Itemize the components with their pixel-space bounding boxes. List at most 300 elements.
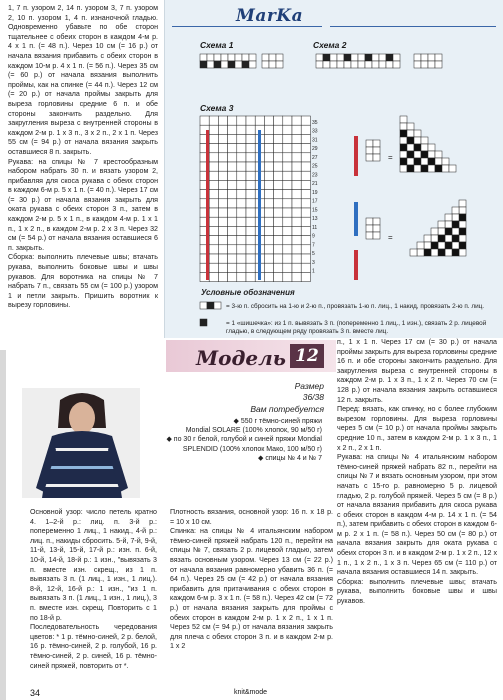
chart-cell <box>218 153 227 162</box>
chart-cell <box>274 116 283 125</box>
triangle-cell <box>407 137 414 144</box>
chart-cell <box>246 116 255 125</box>
chart-cell <box>200 116 209 125</box>
text-column-back <box>170 508 333 688</box>
triangle-cell <box>407 165 414 172</box>
triangle-cell <box>438 228 445 235</box>
chart-cell <box>393 54 400 61</box>
chart-cell <box>301 190 310 199</box>
chart-cell <box>218 144 227 153</box>
chart-cell <box>228 116 237 125</box>
chart-cell <box>228 272 237 281</box>
chart-cell <box>276 54 283 61</box>
chart-cell <box>301 162 310 171</box>
chart-cell <box>366 218 373 225</box>
row-number: 7 <box>312 242 315 249</box>
model-photo <box>22 388 140 498</box>
chart-cell <box>237 144 246 153</box>
chart-cell <box>373 154 380 161</box>
chart-cell <box>209 226 218 235</box>
chart-cell <box>262 54 269 61</box>
chart-cell <box>393 61 400 68</box>
schema-3-row-numbers <box>312 120 318 275</box>
chart-cell <box>209 199 218 208</box>
chart-cell <box>246 263 255 272</box>
chart-cell <box>283 208 292 217</box>
chart-cell <box>246 134 255 143</box>
legend-item-cross: = 3-ю п. сбросить на 1-ю и 2-ю п., провязать 1-ю п. лиц., 1 накид, провязать 2-ю п. лиц. <box>226 303 485 310</box>
chart-cell <box>365 61 372 68</box>
chart-cell <box>228 134 237 143</box>
material-needles: ◆ спицы № 4 и № 7 <box>257 454 322 462</box>
triangle-cell <box>414 151 421 158</box>
paragraph-back: Спинка: на спицы № 4 итальянским набором тёмно-синей пряжей набрать 120 п., перейти на спицы № 7, связать 2 р. лицевой гладью, затем вязать основным узором. Через 13 см (= 22 р.) от начала вязания равномерно убавить 36 п. (= 64 п.). Через 25 см (= 42 р.) от начала вязания прибавить для притачивания с обеих сторон в каждом 6-м р. 3 х 1 п. (= 58 п.). Через 42 см (= 72 р.) от начала вязания закрыть для проймы с обеих сторон в каждом 2-м р. 1 х 2 п., 1 х 1 п. Через 52 см (= 94 р.) от начала вязания закрыть для плеча с обеих сторон 3 п. и в каждом 2-м р. 1 х 2 <box>170 527 333 651</box>
legend-item-bobble: = 1 «шишечка»: из 1 п. вывязать 3 п. (попеременно 1 лиц., 1 изн.), связать 2 р. лицевой гладью, в следующем ряду провязать 3 п. вместе лиц. <box>226 320 487 335</box>
schema-1-grid <box>200 54 283 68</box>
triangle-cell <box>410 249 417 256</box>
chart-cell <box>373 140 380 147</box>
chart-cell <box>237 153 246 162</box>
chart-cell <box>358 61 365 68</box>
chart-cell <box>301 245 310 254</box>
chart-cell <box>283 116 292 125</box>
chart-cell <box>246 144 255 153</box>
chart-cell <box>209 263 218 272</box>
chart-cell <box>237 190 246 199</box>
chart-cell <box>237 134 246 143</box>
chart-cell <box>235 61 242 68</box>
materials-list <box>150 417 322 463</box>
red-color-bar <box>354 136 358 176</box>
triangle-cell <box>424 242 431 249</box>
chart-cell <box>207 54 214 61</box>
chart-cell <box>292 236 301 245</box>
triangle-cell <box>431 242 438 249</box>
brand-logo: MarKa <box>236 6 304 26</box>
triangle-cell <box>414 137 421 144</box>
chart-cell <box>264 217 273 226</box>
triangle-cell <box>400 116 407 123</box>
chart-cell <box>228 54 235 61</box>
chart-cell <box>218 208 227 217</box>
schema-3-title: Схема 3 <box>200 103 234 113</box>
triangle-cell <box>417 242 424 249</box>
material-yarn-main: ◆ 550 г тёмно-синей пряжи <box>233 418 322 425</box>
left-blue-bar <box>258 130 261 280</box>
chart-cell <box>283 180 292 189</box>
chart-cell <box>292 162 301 171</box>
triangle-cell <box>445 214 452 221</box>
chart-cell <box>366 140 373 147</box>
chart-cell <box>214 61 221 68</box>
chart-cell <box>246 180 255 189</box>
chart-cell <box>218 125 227 134</box>
chart-cell <box>264 226 273 235</box>
chart-cell <box>283 272 292 281</box>
chart-cell <box>274 153 283 162</box>
triangle-cell <box>445 235 452 242</box>
triangle-cell <box>452 207 459 214</box>
triangle-cell <box>445 242 452 249</box>
chart-cell <box>264 171 273 180</box>
triangle-cell <box>428 144 435 151</box>
schema-2-title: Схема 2 <box>313 40 347 50</box>
chart-cell <box>246 190 255 199</box>
triangle-cell <box>431 249 438 256</box>
triangle-cell <box>459 249 466 256</box>
chart-cell <box>283 125 292 134</box>
chart-cell <box>242 61 249 68</box>
chart-cell <box>274 199 283 208</box>
triangle-cell <box>407 158 414 165</box>
chart-cell <box>214 302 221 309</box>
page-spine <box>0 350 6 700</box>
chart-cell <box>276 61 283 68</box>
legend-title: Условные обозначения <box>201 288 295 297</box>
chart-cell <box>209 236 218 245</box>
chart-cell <box>246 162 255 171</box>
chart-cell <box>246 236 255 245</box>
chart-cell <box>283 245 292 254</box>
chart-cell <box>209 217 218 226</box>
chart-cell <box>301 254 310 263</box>
chart-cell <box>228 236 237 245</box>
chart-cell <box>301 226 310 235</box>
chart-cell <box>301 272 310 281</box>
chart-cell <box>292 263 301 272</box>
chart-cell <box>330 61 337 68</box>
row-number: 19 <box>312 189 318 196</box>
chart-cell <box>274 180 283 189</box>
chart-cell <box>207 61 214 68</box>
chart-cell <box>366 147 373 154</box>
model-number-badge: 12 <box>290 344 324 368</box>
chart-cell <box>301 144 310 153</box>
row-number: 13 <box>312 216 318 223</box>
chart-cell <box>301 199 310 208</box>
chart-cell <box>421 54 428 61</box>
chart-cell <box>283 134 292 143</box>
triangle-cell <box>414 130 421 137</box>
chart-cell <box>228 226 237 235</box>
row-number: 23 <box>312 172 318 179</box>
chart-cell <box>274 254 283 263</box>
chart-cell <box>228 263 237 272</box>
chart-cell <box>283 162 292 171</box>
triangle-cell <box>452 249 459 256</box>
chart-cell <box>292 199 301 208</box>
chart-cell <box>264 263 273 272</box>
chart-cell <box>264 208 273 217</box>
triangle-cell <box>445 249 452 256</box>
row-number: 5 <box>312 251 315 258</box>
chart-cell <box>255 116 264 125</box>
chart-cell <box>209 144 218 153</box>
size-value: 36/38 <box>302 392 324 402</box>
chart-cell <box>283 217 292 226</box>
chart-cell <box>209 190 218 199</box>
footer-brand: knit&mode <box>234 689 268 696</box>
chart-cell <box>246 208 255 217</box>
chart-cell <box>330 54 337 61</box>
chart-cell <box>237 217 246 226</box>
chart-cell <box>237 272 246 281</box>
triangle-cell <box>438 235 445 242</box>
chart-cell <box>344 54 351 61</box>
triangle-cell <box>431 235 438 242</box>
chart-cell <box>292 217 301 226</box>
triangle-cell <box>417 249 424 256</box>
chart-cell <box>366 232 373 239</box>
triangle-cell <box>459 207 466 214</box>
chart-cell <box>237 180 246 189</box>
chart-cell <box>301 263 310 272</box>
chart-cell <box>228 171 237 180</box>
sleeve-triangle-charts <box>388 116 466 256</box>
chart-cell <box>269 54 276 61</box>
chart-cell <box>228 208 237 217</box>
chart-cell <box>428 54 435 61</box>
chart-cell <box>301 153 310 162</box>
paragraph-sleeves-2: Рукава: на спицы № 4 итальянским набором тёмно-синей пряжей набрать 82 п., перейти на спицы № 7 и вязать основным узором, при этом начать с 15-го р. равномерно 5 р. лицевой гладью, 2 р. голубой пряжей. Через 5 см (= 8 р.) от начала вязания прибавить для скоса рукава с обеих сторон в каждом 4-м р. 14 х 1 п. (= 54 п.), затем прибавить с обеих сторон в каждом 6-м р. 2 х 1 п. (= 58 п.). Через 50 см (= 80 р.) от начала вязания закрыть для оката рукава с обеих сторон 3 п. и в каждом 2-м р. 1 х 2 п., 12 х 1 п., 1 х 2 п., 1 х 3 п. Через 65 см (= 110 р.) от начала вязания оставшиеся 14 п. закрыть. <box>337 453 497 577</box>
chart-cell <box>246 245 255 254</box>
chart-cell <box>292 190 301 199</box>
chart-cell <box>246 199 255 208</box>
triangle-cell <box>421 144 428 151</box>
chart-cell <box>301 116 310 125</box>
chart-cell <box>200 319 207 326</box>
equals-sign: = <box>388 233 393 242</box>
chart-cell <box>274 236 283 245</box>
chart-cell <box>249 54 256 61</box>
chart-cell <box>218 217 227 226</box>
chart-cell <box>283 190 292 199</box>
chart-cell <box>209 180 218 189</box>
chart-cell <box>274 245 283 254</box>
diamond-bullet-icon: ◆ <box>233 418 241 425</box>
triangle-cell <box>407 130 414 137</box>
chart-cell <box>209 208 218 217</box>
triangle-cell <box>435 165 442 172</box>
chart-cell <box>435 54 442 61</box>
chart-cell <box>237 254 246 263</box>
row-number: 1 <box>312 268 315 275</box>
triangle-cell <box>421 151 428 158</box>
triangle-cell <box>407 123 414 130</box>
chart-cell <box>228 217 237 226</box>
chart-cell <box>237 263 246 272</box>
chart-cell <box>301 180 310 189</box>
chart-cell <box>200 61 207 68</box>
row-number: 25 <box>312 163 318 170</box>
triangle-cell <box>400 123 407 130</box>
chart-cell <box>246 217 255 226</box>
row-number: 9 <box>312 233 315 240</box>
schema-1-title: Схема 1 <box>200 40 234 50</box>
equals-sign: = <box>388 153 393 162</box>
paragraph-assembly: Сборка: выполнить плечевые швы; втачать рукава, выполнить боковые швы и швы рукавов. Для воротника на спицы № 7 набрать 7 п., связать 55 см (= 100 р.) узором 1 и петли закрыть. Пришить воротник к вырезу горловины. <box>8 253 158 310</box>
chart-cell <box>283 199 292 208</box>
chart-cell <box>269 61 276 68</box>
chart-cell <box>246 226 255 235</box>
row-number: 27 <box>312 154 318 161</box>
page-number: 34 <box>30 688 41 698</box>
chart-cell <box>218 226 227 235</box>
chart-cell <box>316 54 323 61</box>
chart-cell <box>292 226 301 235</box>
chart-cell <box>242 54 249 61</box>
diamond-bullet-icon: ◆ <box>166 436 174 444</box>
chart-cell <box>301 134 310 143</box>
triangle-cell <box>421 137 428 144</box>
row-number: 35 <box>312 120 318 126</box>
chart-cell <box>209 245 218 254</box>
chart-cell <box>228 125 237 134</box>
chart-cell <box>228 61 235 68</box>
chart-cell <box>283 144 292 153</box>
triangle-cell <box>438 221 445 228</box>
material-yarn-main-spec: Mondial SOLARE (100% хлопок, 90 м/50 г) <box>185 427 322 435</box>
paragraph-color-sequence: Последовательность чередования цветов: * 1 р. тёмно-синей, 2 р. белой, 16 р. тёмно-синей, 2 р. голубой, 16 р. тёмно-синей, 2 р. синей, 16 р. тёмно-синей пряжей, повторить от *. <box>30 623 157 670</box>
triangle-cell <box>459 242 466 249</box>
triangle-cell <box>400 144 407 151</box>
chart-cell <box>228 199 237 208</box>
chart-cell <box>301 236 310 245</box>
chart-cell <box>264 190 273 199</box>
chart-cell <box>228 180 237 189</box>
chart-cell <box>372 61 379 68</box>
chart-cell <box>316 61 323 68</box>
chart-cell <box>228 162 237 171</box>
chart-cell <box>366 154 373 161</box>
triangle-cell <box>449 165 456 172</box>
chart-cell <box>218 245 227 254</box>
chart-cell <box>237 245 246 254</box>
chart-cell <box>421 61 428 68</box>
chart-cell <box>301 125 310 134</box>
chart-cell <box>209 254 218 263</box>
chart-cell <box>301 217 310 226</box>
chart-cell <box>200 302 207 309</box>
triangle-cell <box>442 165 449 172</box>
triangle-cell <box>438 249 445 256</box>
chart-cell <box>221 61 228 68</box>
chart-cell <box>386 54 393 61</box>
chart-cell <box>237 171 246 180</box>
chart-cell <box>218 162 227 171</box>
chart-cell <box>228 153 237 162</box>
chart-cell <box>249 61 256 68</box>
row-number: 29 <box>312 146 318 153</box>
chart-cell <box>292 245 301 254</box>
triangle-cell <box>459 200 466 207</box>
triangle-cell <box>428 165 435 172</box>
chart-cell <box>237 162 246 171</box>
chart-cell <box>264 199 273 208</box>
chart-cell <box>264 116 273 125</box>
chart-cell <box>283 263 292 272</box>
chart-cell <box>246 254 255 263</box>
chart-cell <box>209 171 218 180</box>
chart-cell <box>218 134 227 143</box>
chart-cell <box>283 153 292 162</box>
triangle-cell <box>414 165 421 172</box>
chart-cell <box>292 171 301 180</box>
triangle-cell <box>400 137 407 144</box>
triangle-cell <box>400 165 407 172</box>
chart-cell <box>274 125 283 134</box>
chart-cell <box>200 54 207 61</box>
chart-cell <box>264 245 273 254</box>
schema-2-grid <box>316 54 442 68</box>
chart-cell <box>274 190 283 199</box>
material-yarn-accent: ◆ по 30 г белой, голубой и синей пряжи Mondial <box>166 436 322 444</box>
chart-cell <box>218 171 227 180</box>
chart-cell <box>323 61 330 68</box>
diamond-bullet-icon: ◆ <box>257 454 266 462</box>
paragraph-main-pattern: Основной узор: число петель кратно 4. 1–2-й р.: лиц. п. 3-й р.: попеременно 1 лиц., 1 накид., 4-й р.: лиц. п., накиды сбросить. 5-й, 7-й, 9-й, 11-й, 13-й, 15-й, 17-й р.: изн. п. 6-й, 10-й, 14-й, 18-й р.: 1 изн., "вывязать 3 п. вместе изн. скрещ., из 1 п. вывязать 3 п. (1 лиц., 1 изн., 1 лиц.). 8-й, 12-й, 16-й р.: 1 изн., "из 1 п. вывязать 3 п. (1 лиц., 1 изн., 1 лиц.), 3 п. вместе изн. скрещ. Повторить с 1 по 18-й р. <box>30 508 157 622</box>
chart-cell <box>283 226 292 235</box>
chart-cell <box>292 272 301 281</box>
triangle-cell <box>452 214 459 221</box>
chart-cell <box>373 218 380 225</box>
chart-cell <box>292 134 301 143</box>
chart-cell <box>237 125 246 134</box>
chart-cell <box>246 272 255 281</box>
chart-cell <box>337 61 344 68</box>
text-column-pattern <box>30 508 157 688</box>
chart-cell <box>292 254 301 263</box>
chart-cell <box>209 153 218 162</box>
chart-cell <box>209 272 218 281</box>
chart-cell <box>264 272 273 281</box>
chart-cell <box>218 254 227 263</box>
chart-cell <box>344 61 351 68</box>
chart-cell <box>283 171 292 180</box>
triangle-cell <box>445 228 452 235</box>
triangle-cell <box>407 144 414 151</box>
chart-cell <box>218 272 227 281</box>
chart-cell <box>373 147 380 154</box>
chart-cell <box>228 190 237 199</box>
chart-cell <box>274 217 283 226</box>
chart-cell <box>323 54 330 61</box>
left-red-bar <box>206 130 209 280</box>
chart-cell <box>292 180 301 189</box>
chart-cell <box>337 54 344 61</box>
triangle-cell <box>421 158 428 165</box>
triangle-cell <box>424 235 431 242</box>
text-column-right <box>337 338 497 683</box>
row-number: 3 <box>312 259 315 266</box>
chart-cell <box>235 54 242 61</box>
chart-cell <box>365 54 372 61</box>
chart-cell <box>274 162 283 171</box>
chart-cell <box>246 125 255 134</box>
chart-cell <box>292 208 301 217</box>
chart-cell <box>301 171 310 180</box>
chart-cell <box>218 199 227 208</box>
paragraph-back-end: п., 1 х 1 п. Через 17 см (= 30 р.) от начала проймы закрыть для выреза горловины средние 16 п. и обе стороны закончить раздельно. Для закругления выреза с внутренней стороны в каждом 2-м р. 1 х 3 п., 1 х 2 п. Через 70 см (= 128 р.) от начала вязания закрыть оставшиеся 12 п. закрыть. <box>337 338 497 404</box>
chart-cell <box>237 208 246 217</box>
paragraph-assembly-2: Сборка: выполнить плечевые швы; втачать рукава, выполнить боковые швы и швы рукавов. <box>337 577 497 606</box>
chart-cell <box>218 263 227 272</box>
chart-cell <box>274 208 283 217</box>
chart-cell <box>221 54 228 61</box>
triangle-cell <box>452 221 459 228</box>
triangle-cell <box>459 228 466 235</box>
chart-cell <box>264 153 273 162</box>
